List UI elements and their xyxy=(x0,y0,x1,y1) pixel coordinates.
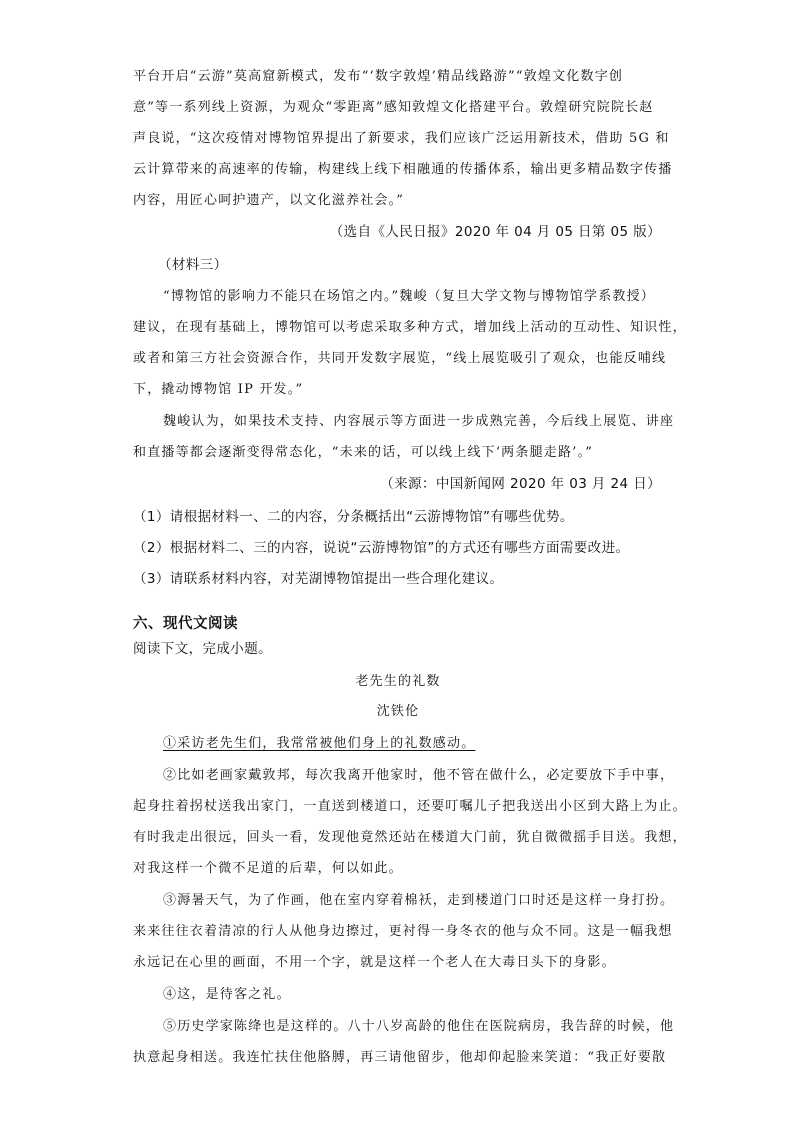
material-three-p1-line-4: 下，撬动博物馆 IP 开发。” xyxy=(133,382,304,397)
material-two-line-5: 内容，用匠心呵护遗产，以文化滋养社会。” xyxy=(133,193,405,208)
material-three-p1-line-3: 或者和第三方社会资源合作，共同开发数字展览，“线上展览吸引了观众，也能反哺线 xyxy=(133,351,667,366)
material-two-line-3: 声良说，“这次疫情对博物馆界提出了新要求，我们应该广泛运用新技术，借助 5G 和 xyxy=(133,131,670,146)
question-1: （1）请根据材料一、二的内容，分条概括出“云游博物馆”有哪些优势。 xyxy=(133,509,574,525)
material-two-line-4: 云计算带来的高速率的传输，构建线上线下相融通的传播体系，输出更多精品数字传播 xyxy=(133,162,673,177)
article-title: 老先生的礼数 xyxy=(355,674,441,689)
article-p3-line-2: 来来往往衣着清凉的行人从他身边擦过，更衬得一身冬衣的他与众不同。这是一幅我想 xyxy=(133,924,673,939)
material-three-p1-line-2: 建议，在现有基础上，博物馆可以考虑采取多种方式，增加线上活动的互动性、知识性， xyxy=(133,320,687,335)
article-p4: ④这，是待客之礼。 xyxy=(163,987,291,1002)
material-two-source: （选自《人民日报》2020 年 04 月 05 日第 05 版） xyxy=(329,224,661,240)
material-three-source: （来源：中国新闻网 2020 年 03 月 24 日） xyxy=(380,476,661,492)
article-p2-line-1: ②比如老画家戴敦邦，每次我离开他家时，他不管在做什么，必定要放下手中事， xyxy=(163,768,675,783)
article-p5-line-2: 执意起身相送。我连忙扶住他胳膊，再三请他留步，他却仰起脸来笑道：“我正好要散 xyxy=(133,1050,667,1065)
material-three-label: （材料三） xyxy=(158,257,228,273)
material-three-p2-line-2: 和直播等都会逐渐变得常态化，“未来的话，可以线上线下‘两条腿走路’。” xyxy=(133,445,594,460)
article-author: 沈铁伦 xyxy=(376,704,420,719)
section-heading: 六、现代文阅读 xyxy=(133,616,238,632)
section-instruction: 阅读下文，完成小题。 xyxy=(133,641,272,657)
article-p1-wrap xyxy=(163,735,663,753)
question-3: （3）请联系材料内容，对芜湖博物馆提出一些合理化建议。 xyxy=(133,571,504,587)
article-p1: ①采访老先生们，我常常被他们身上的礼数感动。 xyxy=(163,736,476,751)
article-p2-line-3: 有时我走出很远，回头一看，发现他竟然还站在楼道大门前，犹自微微摇手目送。我想， xyxy=(133,830,687,845)
article-p3-line-3: 永远记在心里的画面，不用一个字，就是这样一个老人在大毒日头下的身影。 xyxy=(133,955,616,970)
material-two-line-2: 意”等一系列线上资源，为观众“零距离”感知敦煌文化搭建平台。敦煌研究院院长赵 xyxy=(133,100,654,115)
article-p2-line-4: 对我这样一个微不足道的后辈，何以如此。 xyxy=(133,861,403,876)
material-three-p2-line-1: 魏峻认为，如果技术支持、内容展示等方面进一步成熟完善，今后线上展览、讲座 xyxy=(163,414,675,429)
question-2: （2）根据材料二、三的内容，说说“云游博物馆”的方式还有哪些方面需要改进。 xyxy=(133,540,630,556)
article-p2-line-2: 起身拄着拐杖送我出家门，一直送到楼道口，还要叮嘱儿子把我送出小区到大路上为止。 xyxy=(133,799,687,814)
material-two-line-1: 平台开启“云游”莫高窟新模式，发布“‘数字敦煌’精品线路游”“敦煌文化数字创 xyxy=(133,69,624,84)
article-p3-line-1: ③溽暑天气，为了作画，他在室内穿着棉袄，走到楼道门口时还是这样一身打扮。 xyxy=(163,893,675,908)
article-p5-line-1: ⑤历史学家陈绛也是这样的。八十八岁高龄的他住在医院病房，我告辞的时候，他 xyxy=(163,1019,675,1034)
material-three-p1-line-1: “博物馆的影响力不能只在场馆之内。”魏峻（复旦大学文物与博物馆学系教授） xyxy=(163,289,655,304)
